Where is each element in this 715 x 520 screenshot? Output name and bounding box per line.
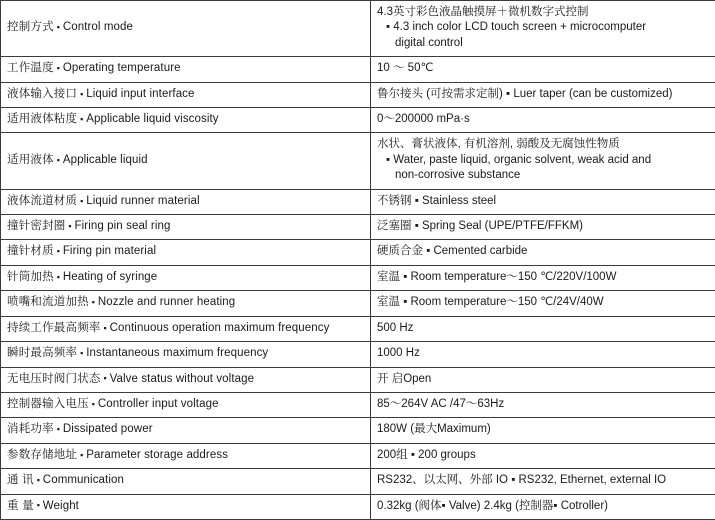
spec-value-line: 开 启Open: [377, 372, 709, 387]
spec-value-line: 4.3英寸彩色液晶触摸屏＋微机数字式控制: [377, 5, 709, 20]
spec-value-cell: [371, 418, 715, 443]
spec-label-cn: 适用液体粘度: [7, 113, 77, 125]
spec-label-en: Valve status without voltage: [110, 373, 255, 385]
table-row: [1, 418, 715, 443]
table-row: [1, 367, 715, 392]
bullet-separator-icon: ▪: [101, 372, 110, 384]
spec-value-line: 180W (最大Maximum): [377, 422, 709, 437]
table-row: [1, 291, 715, 316]
bullet-separator-icon: ▪: [54, 423, 63, 435]
spec-value-line: 0.32kg (阀体▪ Valve) 2.4kg (控制器▪ Cotroller): [377, 499, 709, 514]
spec-value-line: 1000 Hz: [377, 346, 709, 361]
bullet-separator-icon: ▪: [34, 474, 43, 486]
table-row: [1, 1, 715, 57]
spec-value-cell: [371, 469, 715, 494]
table-row: [1, 108, 715, 133]
spec-label-cell: [1, 367, 371, 392]
spec-value-line: 500 Hz: [377, 321, 709, 336]
spec-label-cell: [1, 189, 371, 214]
spec-label-en: Weight: [43, 500, 79, 512]
spec-label-cn: 喷嘴和流道加热: [7, 296, 89, 308]
spec-value-cell: [371, 443, 715, 468]
spec-label-cell: [1, 1, 371, 57]
spec-label-en: Firing pin seal ring: [75, 220, 171, 232]
bullet-separator-icon: ▪: [66, 220, 75, 232]
bullet-separator-icon: ▪: [89, 296, 98, 308]
spec-label-cell: [1, 240, 371, 265]
bullet-separator-icon: ▪: [77, 195, 86, 207]
spec-value-cell: [371, 367, 715, 392]
table-row: [1, 265, 715, 290]
spec-label-cell: [1, 392, 371, 417]
table-row: [1, 342, 715, 367]
spec-label-cn: 消耗功率: [7, 423, 54, 435]
spec-label-cn: 工作温度: [7, 62, 54, 74]
spec-label-cn: 参数存储地址: [7, 449, 77, 461]
spec-value-line: 硬质合金 ▪ Cemented carbide: [377, 244, 709, 259]
spec-label-en: Operating temperature: [63, 62, 181, 74]
spec-value-cell: [371, 133, 715, 189]
spec-label-en: Heating of syringe: [63, 271, 158, 283]
spec-value-line: digital control: [377, 36, 709, 51]
table-row: [1, 469, 715, 494]
bullet-separator-icon: ▪: [54, 245, 63, 257]
spec-value-line: ▪ Water, paste liquid, organic solvent, weak acid and: [377, 153, 709, 168]
spec-label-en: Continuous operation maximum frequency: [110, 322, 330, 334]
bullet-separator-icon: ▪: [54, 154, 63, 166]
spec-label-cn: 液体输入接口: [7, 88, 77, 100]
spec-label-cell: [1, 342, 371, 367]
table-row: [1, 240, 715, 265]
bullet-separator-icon: ▪: [89, 398, 98, 410]
spec-value-cell: [371, 240, 715, 265]
spec-label-cell: [1, 82, 371, 107]
spec-label-cn: 撞针密封圈: [7, 220, 66, 232]
spec-label-en: Control mode: [63, 21, 133, 33]
spec-label-cell: [1, 469, 371, 494]
spec-table-body: [1, 1, 715, 520]
spec-value-line: 200组 ▪ 200 groups: [377, 448, 709, 463]
spec-label-en: Applicable liquid: [63, 154, 148, 166]
spec-label-cell: [1, 494, 371, 519]
bullet-separator-icon: ▪: [54, 271, 63, 283]
table-row: [1, 215, 715, 240]
table-row: [1, 189, 715, 214]
spec-label-cell: [1, 57, 371, 82]
spec-label-cn: 无电压时阀门状态: [7, 373, 101, 385]
bullet-separator-icon: ▪: [54, 21, 63, 33]
spec-label-cn: 通 讯: [7, 474, 34, 486]
spec-value-line: 10 ～ 50℃: [377, 61, 709, 76]
spec-label-cell: [1, 316, 371, 341]
spec-value-cell: [371, 291, 715, 316]
spec-value-line: 室温 ▪ Room temperature～150 ℃/220V/100W: [377, 270, 709, 285]
bullet-separator-icon: ▪: [77, 449, 86, 461]
spec-value-line: 水状、膏状液体, 有机溶剂, 弱酸及无腐蚀性物质: [377, 137, 709, 152]
table-row: [1, 82, 715, 107]
table-row: [1, 57, 715, 82]
table-row: [1, 443, 715, 468]
spec-label-cell: [1, 443, 371, 468]
spec-value-line: RS232、以太网、外部 IO ▪ RS232, Ethernet, external IO: [377, 473, 709, 488]
spec-value-cell: [371, 82, 715, 107]
spec-label-en: Instantaneous maximum frequency: [86, 347, 268, 359]
bullet-separator-icon: ▪: [77, 113, 86, 125]
spec-label-en: Firing pin material: [63, 245, 156, 257]
spec-value-cell: [371, 316, 715, 341]
spec-label-cell: [1, 291, 371, 316]
spec-value-cell: [371, 108, 715, 133]
spec-label-cell: [1, 215, 371, 240]
spec-label-en: Controller input voltage: [98, 398, 219, 410]
spec-value-line: 泛塞圈 ▪ Spring Seal (UPE/PTFE/FFKM): [377, 219, 709, 234]
spec-value-cell: [371, 265, 715, 290]
spec-label-en: Nozzle and runner heating: [98, 296, 235, 308]
spec-value-line: 鲁尔接头 (可按需求定制) ▪ Luer taper (can be customized): [377, 87, 709, 102]
table-row: [1, 494, 715, 519]
spec-value-cell: [371, 215, 715, 240]
spec-value-line: ▪ 4.3 inch color LCD touch screen + microcomputer: [377, 20, 709, 35]
spec-value-line: 不锈钢 ▪ Stainless steel: [377, 194, 709, 209]
spec-label-cn: 撞针材质: [7, 245, 54, 257]
bullet-separator-icon: ▪: [77, 88, 86, 100]
spec-label-cn: 控制方式: [7, 21, 54, 33]
spec-label-en: Liquid runner material: [86, 195, 199, 207]
spec-label-cell: [1, 133, 371, 189]
spec-value-line: 室温 ▪ Room temperature～150 ℃/24V/40W: [377, 295, 709, 310]
spec-value-cell: [371, 1, 715, 57]
spec-label-cn: 液体流道材质: [7, 195, 77, 207]
spec-label-cn: 针筒加热: [7, 271, 54, 283]
spec-label-cn: 持续工作最高频率: [7, 322, 101, 334]
spec-value-line: non-corrosive substance: [377, 168, 709, 183]
spec-value-line: 0～200000 mPa·s: [377, 112, 709, 127]
bullet-separator-icon: ▪: [77, 347, 86, 359]
spec-label-cell: [1, 265, 371, 290]
bullet-separator-icon: ▪: [101, 322, 110, 334]
table-row: [1, 316, 715, 341]
spec-label-cell: [1, 418, 371, 443]
spec-label-cn: 瞬时最高频率: [7, 347, 77, 359]
spec-value-cell: [371, 57, 715, 82]
spec-value-cell: [371, 189, 715, 214]
spec-value-cell: [371, 392, 715, 417]
spec-value-line: 85～264V AC /47～63Hz: [377, 397, 709, 412]
spec-value-cell: [371, 342, 715, 367]
spec-label-en: Dissipated power: [63, 423, 153, 435]
spec-label-cell: [1, 108, 371, 133]
table-row: [1, 392, 715, 417]
spec-label-en: Applicable liquid viscosity: [86, 113, 218, 125]
spec-value-cell: [371, 494, 715, 519]
spec-label-cn: 适用液体: [7, 154, 54, 166]
bullet-separator-icon: ▪: [54, 62, 63, 74]
spec-label-en: Communication: [43, 474, 124, 486]
spec-label-cn: 控制器输入电压: [7, 398, 89, 410]
table-row: [1, 133, 715, 189]
spec-label-cn: 重 量: [7, 500, 34, 512]
spec-label-en: Liquid input interface: [86, 88, 194, 100]
spec-label-en: Parameter storage address: [86, 449, 228, 461]
bullet-separator-icon: ▪: [34, 499, 43, 511]
